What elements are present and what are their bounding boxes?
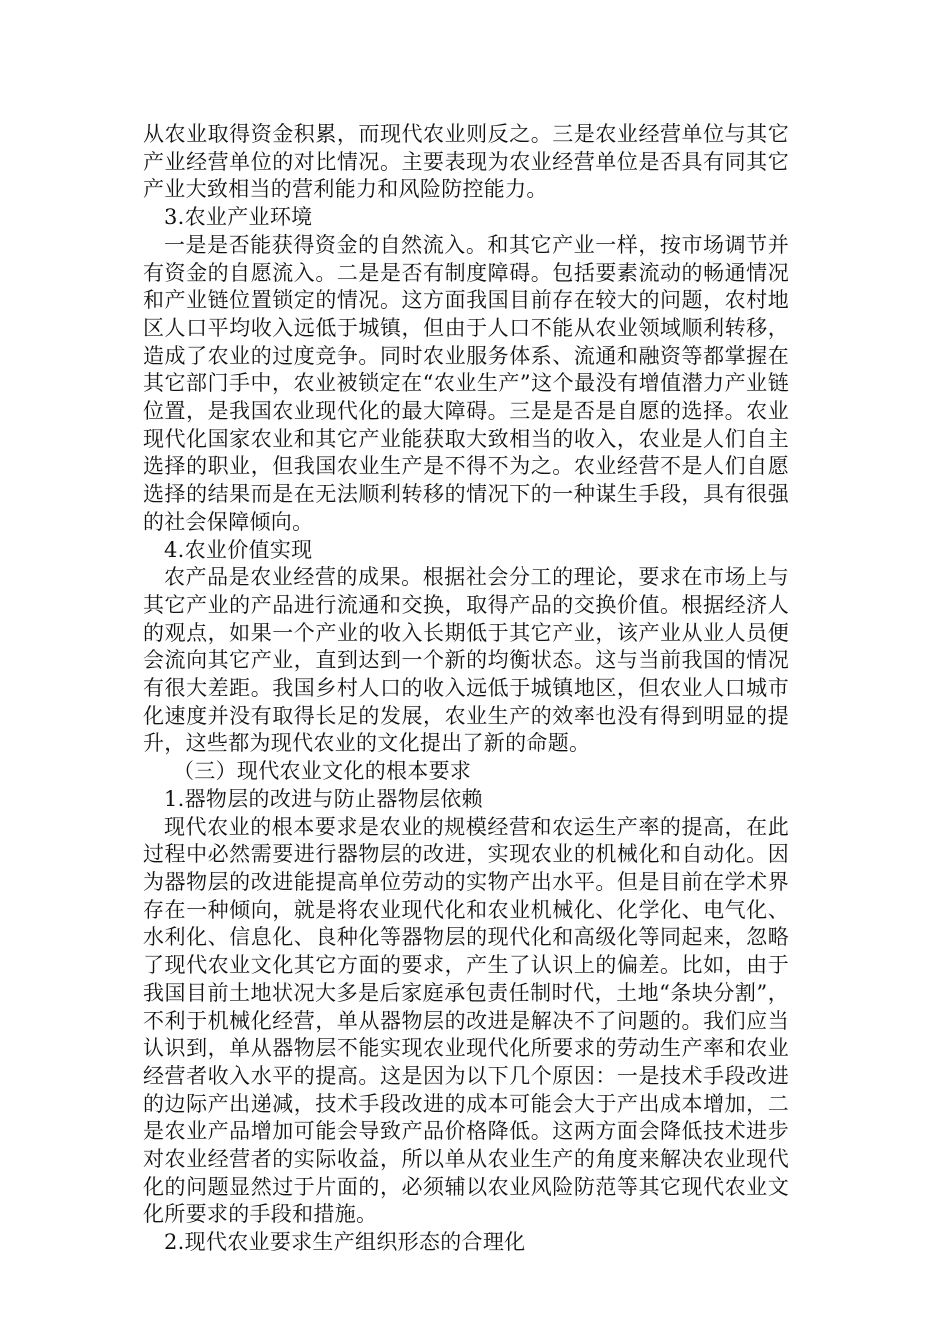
paragraph-artifact-layer: 现代农业的根本要求是农业的规模经营和农运生产率的提高，在此过程中必然需要进行器物层的改进，实现农业的机械化和自动化。因为器物层的改进能提高单位劳动的实物产出水平。但是目前在学术界存在一种倾向，就是将农业现代化和农业机械化、化学化、电气化、水利化、信息化、良种化等器物层的现代化和高级化等同起来，忽略了现代农业文化其它方面的要求，产生了认识上的偏差。比如，由于我国目前土地状况大多是后家庭承包责任制时代，土地“条块分割”，不利于机械化经营，单从器物层的改进是解决不了问题的。我们应当认识到，单从器物层不能实现农业现代化所要求的劳动生产率和农业经营者收入水平的提高。这是因为以下几个原因：一是技术手段改进的边际产出递减，技术手段改进的成本可能会大于产出成本增加，二是农业产品增加可能会导致产品价格降低。这两方面会降低技术进步对农业经营者的实际收益，所以单从农业生产的角度来解决农业现代化的问题显然过于片面的，必须辅以农业风险防范等其它现代农业文化所要求的手段和措施。: [143, 814, 789, 1227]
document-body: [143, 121, 789, 1257]
section-heading-industry-environment: 3.农业产业环境: [164, 205, 313, 230]
paragraph-continuation: 从农业取得资金积累，而现代农业则反之。三是农业经营单位与其它产业经营单位的对比情况。主要表现为农业经营单位是否具有同其它产业大致相当的营利能力和风险防控能力。: [143, 122, 789, 202]
paragraph-value-realization: 农产品是农业经营的成果。根据社会分工的理论，要求在市场上与其它产业的产品进行流通和交换，取得产品的交换价值。根据经济人的观点，如果一个产业的收入长期低于其它产业，该产业从业人员便会流向其它产业，直到达到一个新的均衡状态。这与当前我国的情况有很大差距。我国乡村人口的收入远低于城镇地区，但农业人口城市化速度并没有取得长足的发展，农业生产的效率也没有得到明显的提升，这些都为现代农业的文化提出了新的命题。: [143, 565, 789, 756]
section-heading-production-organization: 2.现代农业要求生产组织形态的合理化: [164, 1230, 526, 1255]
paragraph-industry-environment: 一是是否能获得资金的自然流入。和其它产业一样，按市场调节并有资金的自愿流入。二是是否有制度障碍。包括要素流动的畅通情况和产业链位置锁定的情况。这方面我国目前存在较大的问题，农村地区人口平均收入远低于城镇，但由于人口不能从农业领域顺利转移，造成了农业的过度竞争。同时农业服务体系、流通和融资等都掌握在其它部门手中，农业被锁定在“农业生产”这个最没有增值潜力产业链位置，是我国农业现代化的最大障碍。三是是否是自愿的选择。农业现代化国家农业和其它产业能获取大致相当的收入，农业是人们自主选择的职业，但我国农业生产是不得不为之。农业经营不是人们自愿选择的结果而是在无法顺利转移的情况下的一种谋生手段，具有很强的社会保障倾向。: [143, 232, 789, 534]
section-heading-value-realization: 4.农业价值实现: [164, 537, 313, 562]
section-heading-fundamental-requirements: （三）现代农业文化的根本要求: [173, 759, 472, 784]
section-heading-artifact-layer: 1.器物层的改进与防止器物层依赖: [164, 786, 483, 811]
